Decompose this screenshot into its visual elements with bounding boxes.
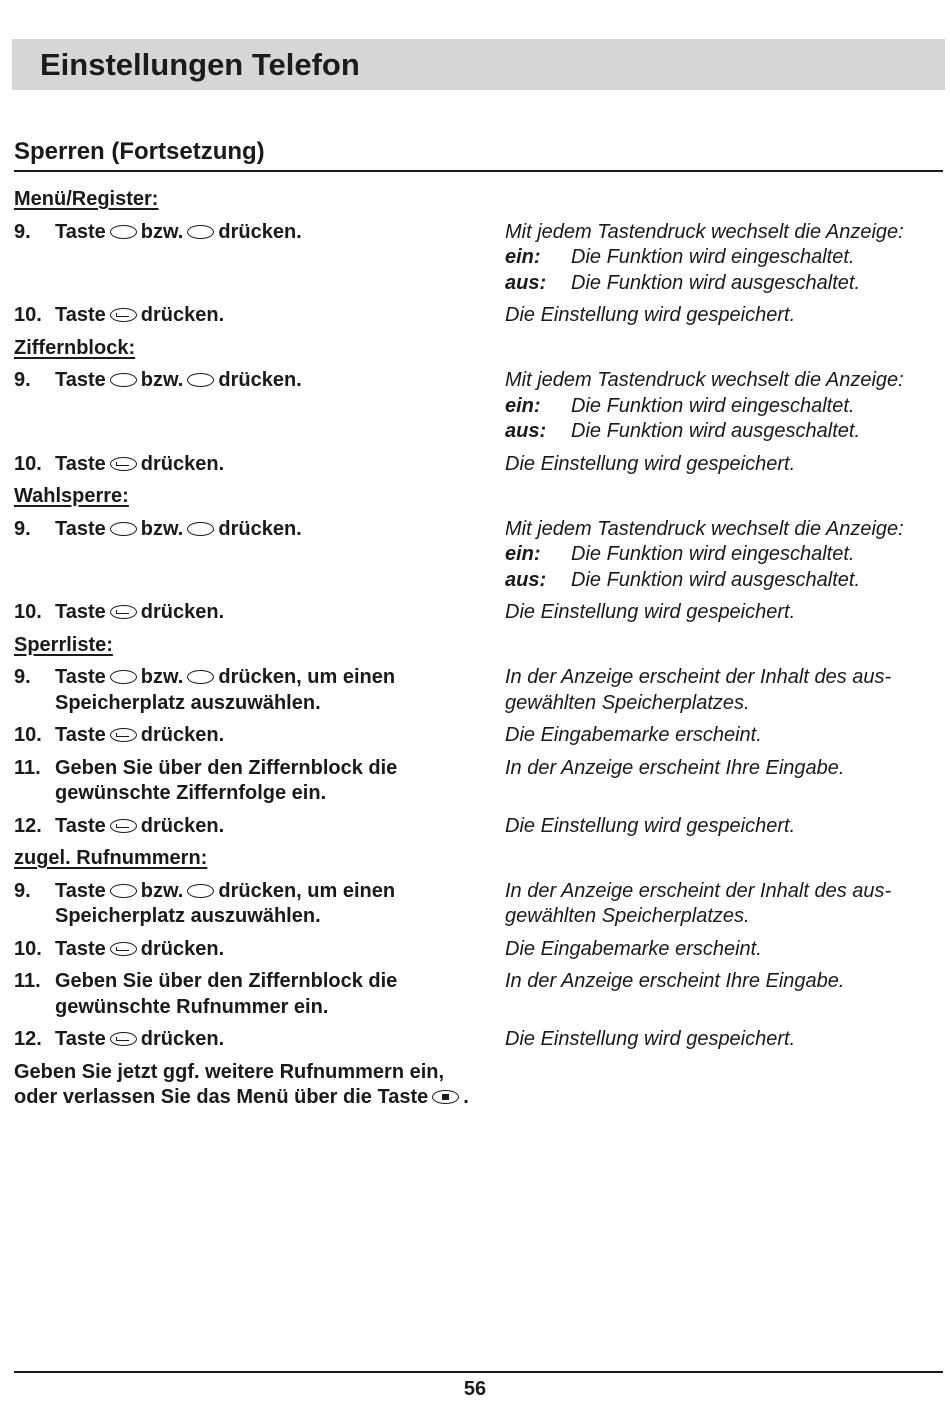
step-instruction: Taste drücken. (55, 937, 225, 960)
step-result: Die Einstellung wird gespeichert. (505, 304, 796, 326)
step-instruction: Taste bzw. drücken. (55, 517, 302, 540)
header-banner (12, 39, 945, 90)
subsection-heading: Menü/Register: (14, 188, 159, 210)
step-instruction: Taste bzw. drücken. (55, 369, 302, 391)
page-title: Einstellungen Telefon (40, 46, 360, 82)
step-row (14, 814, 943, 840)
step-number: 9. (14, 220, 31, 243)
step-row (14, 756, 943, 807)
instructions (14, 187, 943, 1111)
step-result: In der Anzeige erscheint der Inhalt des aus-gewählten Speicherplatzes. (505, 879, 892, 927)
up-key-icon (110, 670, 137, 684)
step-number: 10. (14, 937, 42, 960)
footer-divider (14, 1371, 943, 1373)
step-number: 12. (14, 1028, 42, 1050)
step-number: 9. (14, 517, 31, 540)
step-number: 9. (14, 369, 31, 391)
ok-key-icon (110, 942, 137, 956)
step-instruction: Taste bzw. drücken, um einen Speicherplatz auszuwählen. (55, 879, 396, 927)
step-number: 10. (14, 304, 42, 326)
step-instruction: Taste bzw. drücken, um einen Speicherplatz auszuwählen. (55, 666, 396, 714)
step-result: Mit jedem Tastendruck wechselt die Anzeige: ein: Die Funktion wird eingeschaltet. aus: Die Funktion wird ausgeschaltet. (505, 517, 904, 591)
step-row (14, 303, 943, 329)
step-instruction: Geben Sie über den Ziffernblock die gewünschte Ziffernfolge ein. (55, 756, 398, 804)
ok-key-icon (110, 1032, 137, 1046)
step-instruction: Taste drücken. (55, 601, 225, 623)
step-row (14, 723, 943, 749)
section-title: Sperren (Fortsetzung) (14, 138, 265, 165)
step-result: Die Einstellung wird gespeichert. (505, 601, 796, 623)
step-row (14, 879, 943, 930)
step-number: 10. (14, 724, 42, 746)
step-row (14, 220, 943, 297)
step-row (14, 969, 943, 1020)
step-number: 9. (14, 666, 31, 688)
step-row (14, 517, 943, 594)
step-instruction: Taste drücken. (55, 814, 225, 837)
step-number: 11. (14, 970, 41, 992)
subsection-heading: Sperrliste: (14, 633, 113, 656)
step-instruction: Taste bzw. drücken. (55, 220, 302, 243)
step-number: 12. (14, 814, 42, 837)
step-result: Die Eingabemarke erscheint. (505, 937, 762, 960)
ok-key-icon (110, 308, 137, 322)
down-key-icon (187, 522, 214, 536)
step-result: Mit jedem Tastendruck wechselt die Anzeige: ein: Die Funktion wird eingeschaltet. aus: Die Funktion wird ausgeschaltet. (505, 220, 904, 294)
step-number: 10. (14, 601, 42, 623)
subsection-heading: Wahlsperre: (14, 485, 129, 507)
step-row (14, 452, 943, 478)
step-result: In der Anzeige erscheint Ihre Eingabe. (505, 756, 845, 779)
step-result: In der Anzeige erscheint Ihre Eingabe. (505, 970, 845, 992)
up-key-icon (110, 373, 137, 387)
step-result: Die Einstellung wird gespeichert. (505, 452, 796, 475)
step-row (14, 937, 943, 963)
page-number: 56 (463, 1378, 487, 1400)
final-note: Geben Sie jetzt ggf. weitere Rufnummern ein, oder verlassen Sie das Menü über die Taste . (14, 1060, 469, 1108)
up-key-icon (110, 884, 137, 898)
step-result: Mit jedem Tastendruck wechselt die Anzeige: ein: Die Funktion wird eingeschaltet. aus: Die Funktion wird ausgeschaltet. (505, 369, 904, 442)
step-instruction: Taste drücken. (55, 1028, 225, 1050)
ok-key-icon (110, 605, 137, 619)
down-key-icon (187, 670, 214, 684)
step-result: Die Eingabemarke erscheint. (505, 724, 762, 746)
step-result: Die Einstellung wird gespeichert. (505, 814, 796, 837)
step-instruction: Taste drücken. (55, 452, 225, 475)
subsection-heading: zugel. Rufnummern: (14, 847, 208, 869)
up-key-icon (110, 522, 137, 536)
step-number: 10. (14, 452, 42, 475)
step-result: In der Anzeige erscheint der Inhalt des aus-gewählten Speicherplatzes. (505, 666, 892, 714)
step-row (14, 665, 943, 716)
step-number: 11. (14, 756, 41, 779)
step-row (14, 368, 943, 445)
step-row (14, 1027, 943, 1053)
step-instruction: Taste drücken. (55, 304, 225, 326)
subsection-heading: Ziffernblock: (14, 336, 136, 359)
step-number: 9. (14, 879, 31, 902)
down-key-icon (187, 373, 214, 387)
ok-key-icon (110, 728, 137, 742)
step-instruction: Taste drücken. (55, 724, 225, 746)
down-key-icon (187, 884, 214, 898)
down-key-icon (187, 225, 214, 239)
ok-key-icon (110, 457, 137, 471)
step-result: Die Einstellung wird gespeichert. (505, 1028, 796, 1050)
step-instruction: Geben Sie über den Ziffernblock die gewünschte Rufnummer ein. (55, 970, 398, 1018)
up-key-icon (110, 225, 137, 239)
ok-key-icon (110, 819, 137, 833)
section-divider (14, 170, 943, 172)
step-row (14, 600, 943, 626)
stop-key-icon (432, 1090, 459, 1104)
